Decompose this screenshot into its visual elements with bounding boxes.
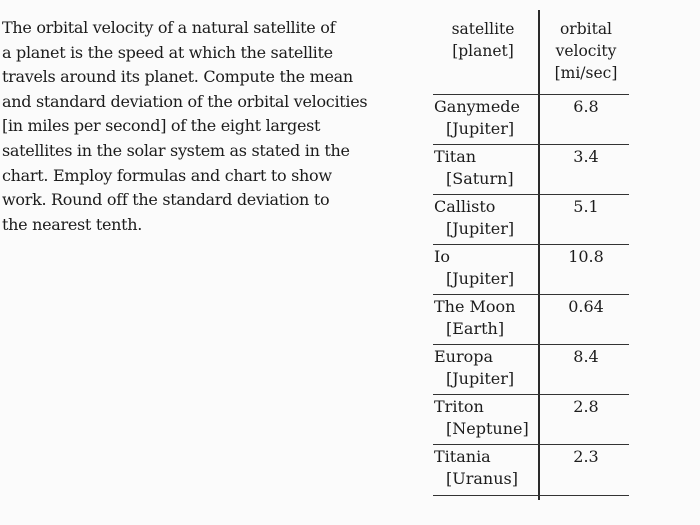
table-row [428,94,632,144]
table-row [428,344,632,394]
orbital-velocity: 2.8 [573,397,599,416]
satellite-planet: [Jupiter] [446,269,515,288]
orbital-velocity: 6.8 [573,97,599,116]
orbital-velocity: 2.3 [573,447,599,466]
problem-line: the nearest tenth. [2,214,143,234]
orbital-velocity: 5.1 [573,197,599,216]
satellite-planet: [Saturn] [446,169,514,188]
problem-line: travels around its planet. Compute the mean [2,67,353,87]
satellite-name: Ganymede [434,97,521,116]
problem-line: chart. Employ formulas and chart to show [2,165,332,185]
satellite-name: Triton [434,397,484,416]
satellite-name: Io [434,247,450,266]
header-orbital-label: orbital [559,20,613,38]
satellite-planet: [Jupiter] [446,369,515,388]
satellite-velocity-table [428,10,632,500]
satellite-name: Titan [434,147,477,166]
table-row [428,444,632,494]
problem-line: work. Round off the standard deviation to [2,190,330,210]
problem-line: The orbital velocity of a natural satellite of [2,18,336,37]
table-bottom-rule [433,495,629,496]
header-satellite-label: satellite [451,20,515,38]
orbital-velocity: 3.4 [573,147,599,166]
satellite-planet: [Uranus] [446,469,518,488]
problem-line: a planet is the speed at which the satellite [2,42,333,62]
satellite-planet: [Jupiter] [446,119,515,138]
problem-statement [2,16,402,237]
problem-line: satellites in the solar system as stated in the [2,140,350,160]
satellite-planet: [Jupiter] [446,219,515,238]
table-row [428,194,632,244]
header-velocity [540,18,632,84]
satellite-name: Europa [434,347,494,366]
header-planet-label: [planet] [452,42,514,60]
satellite-planet: [Neptune] [446,419,529,438]
orbital-velocity: 10.8 [568,247,604,266]
orbital-velocity: 8.4 [573,347,599,366]
header-velocity-label: velocity [555,42,617,60]
satellite-planet: [Earth] [446,319,505,338]
orbital-velocity: 0.64 [568,297,604,316]
satellite-name: The Moon [434,297,516,316]
problem-line: [in miles per second] of the eight largest [2,116,321,136]
problem-line: and standard deviation of the orbital velocities [2,91,368,111]
satellite-name: Titania [434,447,491,466]
table-row [428,294,632,344]
satellite-name: Callisto [434,197,496,216]
table-row [428,394,632,444]
table-row [428,244,632,294]
table-row [428,144,632,194]
header-satellite [428,18,538,62]
header-unit-label: [mi/sec] [554,64,618,82]
